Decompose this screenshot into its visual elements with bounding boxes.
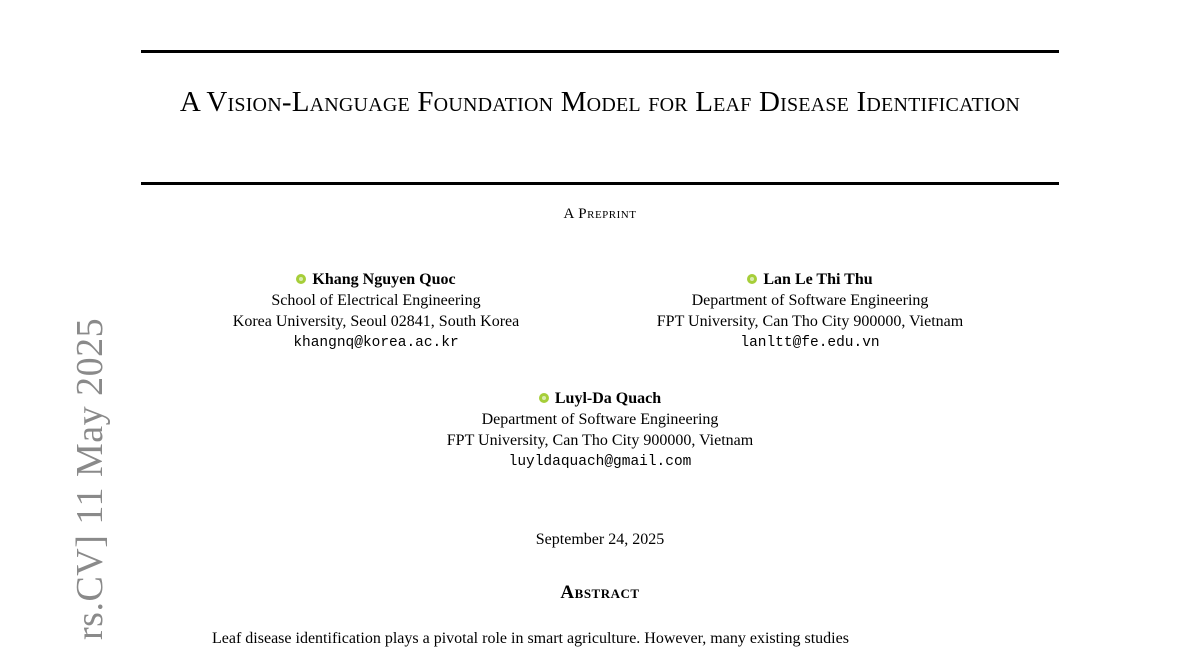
author-department: Department of Software Engineering <box>481 411 719 428</box>
author-block <box>350 388 850 473</box>
abstract-heading: Abstract <box>560 582 640 603</box>
author-email[interactable]: lanltt@fe.edu.vn <box>740 335 880 351</box>
title-bottom-rule <box>141 182 1059 185</box>
paper-date: September 24, 2025 <box>535 531 665 548</box>
author-department: School of Electrical Engineering <box>271 292 481 309</box>
orcid-icon[interactable] <box>747 274 757 284</box>
author-name-line <box>560 269 1060 290</box>
arxiv-stamp: rs.CV] 11 May 2025 <box>69 317 111 640</box>
orcid-icon[interactable] <box>296 274 306 284</box>
author-name: Khang Nguyen Quoc <box>312 271 456 288</box>
author-name-line <box>176 269 576 290</box>
author-name: Lan Le Thi Thu <box>763 271 873 288</box>
author-institution: FPT University, Can Tho City 900000, Vietnam <box>446 432 754 449</box>
author-email[interactable]: luyldaquach@gmail.com <box>508 454 692 470</box>
author-email[interactable]: khangnq@korea.ac.kr <box>293 335 459 351</box>
author-name-line <box>350 388 850 409</box>
preprint-label: A Preprint <box>563 206 637 222</box>
author-block <box>176 269 576 354</box>
author-institution: FPT University, Can Tho City 900000, Vietnam <box>656 313 964 330</box>
paper-title: A Vision-Language Foundation Model for Leaf Disease Identification <box>179 86 1021 118</box>
abstract-text: Leaf disease identification plays a pivotal role in smart agriculture. However, many existing studies <box>212 630 849 647</box>
author-name: Luyl-Da Quach <box>554 390 662 407</box>
title-top-rule <box>141 50 1059 53</box>
orcid-icon[interactable] <box>539 393 549 403</box>
author-institution: Korea University, Seoul 02841, South Korea <box>232 313 520 330</box>
author-block <box>560 269 1060 354</box>
author-department: Department of Software Engineering <box>691 292 929 309</box>
